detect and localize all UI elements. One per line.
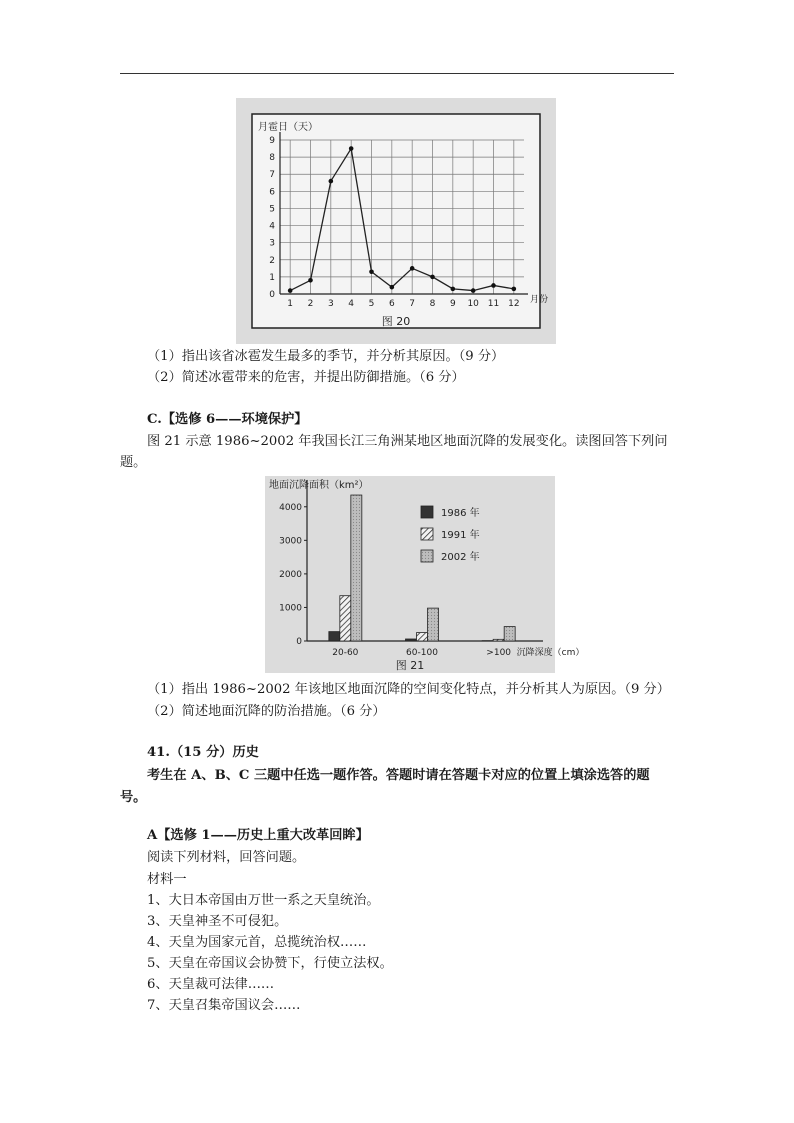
question-41-title: 41.（15 分）历史 [147,745,259,760]
bar [329,632,340,641]
bar [417,633,428,641]
data-point [430,275,435,280]
x-tick-label: 12 [508,299,520,309]
instruction-line1: 考生在 A、B、C 三题中任选一题作答。答题时请在答题卡对应的位置上填涂选答的题 [147,768,650,783]
y-tick-label: 4000 [279,502,302,513]
y-axis-label: 地面沉降面积（km²） [269,480,369,491]
data-point [288,288,293,293]
x-tick-label: 7 [409,299,416,309]
legend-swatch [421,528,433,540]
bar [428,608,439,641]
material-item-6: 6、天皇裁可法律…… [147,977,275,992]
x-axis-label: 月份 [530,295,549,305]
question-1-1: （1）指出该省冰雹发生最多的季节，并分析其原因。（9 分） [147,349,505,364]
legend-label: 1986 年 [441,508,480,519]
material-item-1: 1、大日本帝国由万世一系之天皇统治。 [147,893,380,908]
chart-caption: 图 21 [395,659,425,672]
section-c-title: C.【选修 6——环境保护】 [147,412,308,427]
header-rule [120,73,674,74]
question-1-2: （2）简述冰雹带来的危害，并提出防御措施。（6 分） [147,370,465,385]
legend-swatch [421,506,433,518]
x-tick-label: 3 [327,299,334,309]
data-point [329,179,334,184]
x-tick-label: 8 [429,299,436,309]
chart-frame [252,114,540,328]
y-tick-label: 3 [269,238,275,249]
y-tick-label: 2 [269,255,275,266]
x-tick-label: 20-60 [332,648,359,658]
material-item-4: 4、天皇为国家元首，总揽统治权…… [147,935,367,950]
bar [406,639,417,641]
question-2-1: （1）指出 1986~2002 年该地区地面沉降的空间变化特点，并分析其人为原因。（9 分） [147,682,670,697]
material-1-label: 材料一 [147,872,187,887]
legend-label: 1991 年 [441,530,480,541]
data-point [410,266,415,271]
section-c-intro-line1: 图 21 示意 1986~2002 年我国长江三角洲某地区地面沉降的发展变化。读图回答下列问 [147,434,668,449]
legend-swatch [421,550,433,562]
x-tick-label: 10 [467,299,479,309]
subsidence-bar-chart [265,476,585,673]
y-axis-label: 月雹日（天） [258,122,318,133]
x-tick-label: 11 [487,299,500,309]
material-item-5: 5、天皇在帝国议会协赞下，行使立法权。 [147,956,393,971]
y-tick-label: 3000 [279,536,302,547]
bar [504,627,515,641]
data-point [451,287,456,292]
data-point [491,283,496,288]
question-2-2: （2）简述地面沉降的防治措施。（6 分） [147,704,386,719]
x-axis-label: 沉降深度（cm） [516,648,585,658]
data-point [308,278,313,283]
y-tick-label: 4 [269,221,275,232]
data-point [369,269,374,274]
x-tick-label: 2 [307,299,314,309]
y-tick-label: 1000 [279,603,302,614]
y-tick-label: 5 [269,204,275,215]
bar [351,495,362,641]
y-tick-label: 8 [269,153,275,164]
x-tick-label: 60-100 [406,648,438,658]
bar [493,639,504,641]
figure-21 [265,476,585,673]
x-tick-label: 9 [449,299,456,309]
section-a-title: A【选修 1——历史上重大改革回眸】 [147,828,369,843]
y-tick-label: 0 [296,637,302,647]
x-tick-label: 1 [287,299,294,309]
y-tick-label: 7 [269,170,275,181]
instruction-line2: 号。 [120,790,147,805]
material-item-3: 3、天皇神圣不可侵犯。 [147,914,288,929]
y-tick-label: 6 [269,187,275,198]
data-point [471,288,476,293]
hail-days-line-chart [236,98,556,344]
x-tick-label: 6 [388,299,395,309]
figure-20 [236,98,556,344]
x-tick-label: >100 [486,648,512,658]
x-tick-label: 4 [348,299,355,309]
data-point [512,287,517,292]
y-tick-label: 0 [269,290,275,300]
y-tick-label: 9 [269,136,275,146]
x-tick-label: 5 [368,299,375,309]
data-point [349,146,354,151]
material-item-7: 7、天皇召集帝国议会…… [147,998,301,1013]
data-point [390,285,395,290]
bar [340,596,351,641]
y-tick-label: 1 [269,272,275,283]
section-c-intro-line2: 题。 [120,455,147,470]
legend-label: 2002 年 [441,552,480,563]
y-tick-label: 2000 [279,569,302,580]
read-instruction: 阅读下列材料，回答问题。 [147,850,306,865]
chart-caption: 图 20 [381,315,411,328]
